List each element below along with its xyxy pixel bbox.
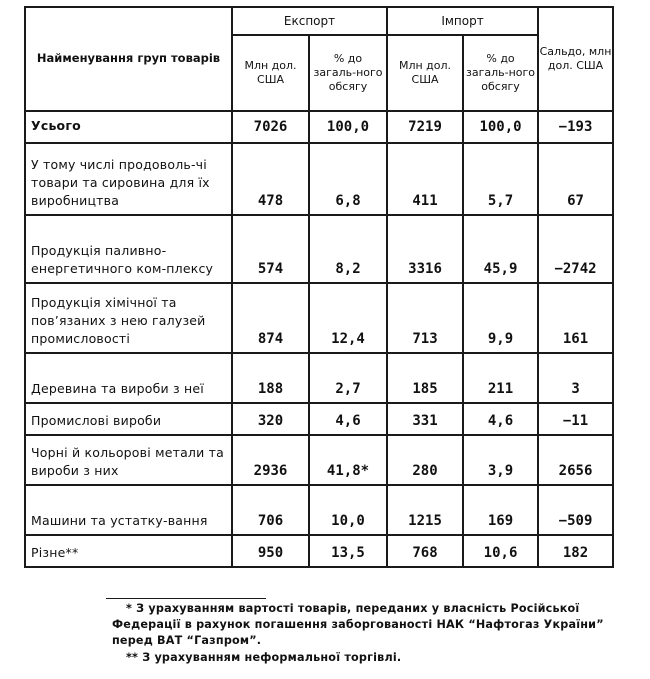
export-pct-cell: 12,4 [309, 283, 387, 353]
table-row [25, 485, 613, 535]
saldo-cell: 182 [538, 535, 613, 567]
footnote-divider [106, 598, 266, 599]
export-pct-cell: 100,0 [309, 111, 387, 143]
export-pct-cell: 13,5 [309, 535, 387, 567]
export-pct-cell: 10,0 [309, 485, 387, 535]
export-mln-cell: 574 [232, 215, 309, 283]
saldo-cell: 3 [538, 353, 613, 403]
export-mln-cell: 7026 [232, 111, 309, 143]
saldo-cell: −2742 [538, 215, 613, 283]
row-name: Усього [25, 111, 232, 143]
trade-table [24, 6, 614, 568]
import-pct-cell: 169 [463, 485, 538, 535]
row-name: Чорні й кольорові метали та вироби з них [25, 435, 232, 485]
row-name: Промислові вироби [25, 403, 232, 435]
export-pct-cell: 4,6 [309, 403, 387, 435]
saldo-cell: 67 [538, 143, 613, 215]
import-pct-cell: 5,7 [463, 143, 538, 215]
table-row [25, 353, 613, 403]
table-row [25, 403, 613, 435]
saldo-cell: −193 [538, 111, 613, 143]
import-pct-cell: 9,9 [463, 283, 538, 353]
saldo-cell: −11 [538, 403, 613, 435]
export-mln-cell: 320 [232, 403, 309, 435]
export-pct-cell: 2,7 [309, 353, 387, 403]
header-import: Імпорт [387, 7, 538, 35]
import-pct-cell: 3,9 [463, 435, 538, 485]
saldo-cell: −509 [538, 485, 613, 535]
import-mln-cell: 768 [387, 535, 463, 567]
row-name: Продукція хімічної та пов’язаних з нею галузей промисловості [25, 283, 232, 353]
saldo-cell: 161 [538, 283, 613, 353]
import-mln-cell: 1215 [387, 485, 463, 535]
footnotes [112, 601, 622, 666]
table-row [25, 283, 613, 353]
import-mln-cell: 3316 [387, 215, 463, 283]
saldo-cell: 2656 [538, 435, 613, 485]
footnote-2: ** З урахуванням неформальної торгівлі. [126, 650, 402, 664]
export-pct-cell: 6,8 [309, 143, 387, 215]
row-name: Машини та устатку-вання [25, 485, 232, 535]
import-mln-cell: 280 [387, 435, 463, 485]
export-pct-cell: 41,8* [309, 435, 387, 485]
row-name: У тому числі продоволь-чі товари та сировина для їх виробництва [25, 143, 232, 215]
table-row [25, 215, 613, 283]
header-export-mln: Млн дол. США [232, 35, 309, 111]
table-row [25, 435, 613, 485]
header-import-pct: % до загаль-ного обсягу [463, 35, 538, 111]
export-mln-cell: 2936 [232, 435, 309, 485]
header-saldo: Сальдо, млн дол. США [538, 7, 613, 111]
export-mln-cell: 478 [232, 143, 309, 215]
import-pct-cell: 211 [463, 353, 538, 403]
import-pct-cell: 4,6 [463, 403, 538, 435]
row-name: Деревина та вироби з неї [25, 353, 232, 403]
table-row [25, 111, 613, 143]
header-import-mln: Млн дол. США [387, 35, 463, 111]
header-export: Експорт [232, 7, 387, 35]
export-pct-cell: 8,2 [309, 215, 387, 283]
import-pct-cell: 45,9 [463, 215, 538, 283]
import-pct-cell: 10,6 [463, 535, 538, 567]
table-row [25, 535, 613, 567]
export-mln-cell: 188 [232, 353, 309, 403]
row-name: Різне** [25, 535, 232, 567]
import-mln-cell: 7219 [387, 111, 463, 143]
import-mln-cell: 331 [387, 403, 463, 435]
row-name: Продукція паливно-енергетичного ком-плексу [25, 215, 232, 283]
import-pct-cell: 100,0 [463, 111, 538, 143]
table-row [25, 143, 613, 215]
import-mln-cell: 185 [387, 353, 463, 403]
export-mln-cell: 950 [232, 535, 309, 567]
export-mln-cell: 706 [232, 485, 309, 535]
header-product-group: Найменування груп товарів [25, 7, 232, 111]
footnote-1: * З урахуванням вартості товарів, переданих у власність Російської Федерації в рахунок погашення заборгованості НАК “Нафтогаз України” перед ВАТ “Газпром”. [112, 602, 604, 648]
header-export-pct: % до загаль-ного обсягу [309, 35, 387, 111]
import-mln-cell: 713 [387, 283, 463, 353]
export-mln-cell: 874 [232, 283, 309, 353]
import-mln-cell: 411 [387, 143, 463, 215]
